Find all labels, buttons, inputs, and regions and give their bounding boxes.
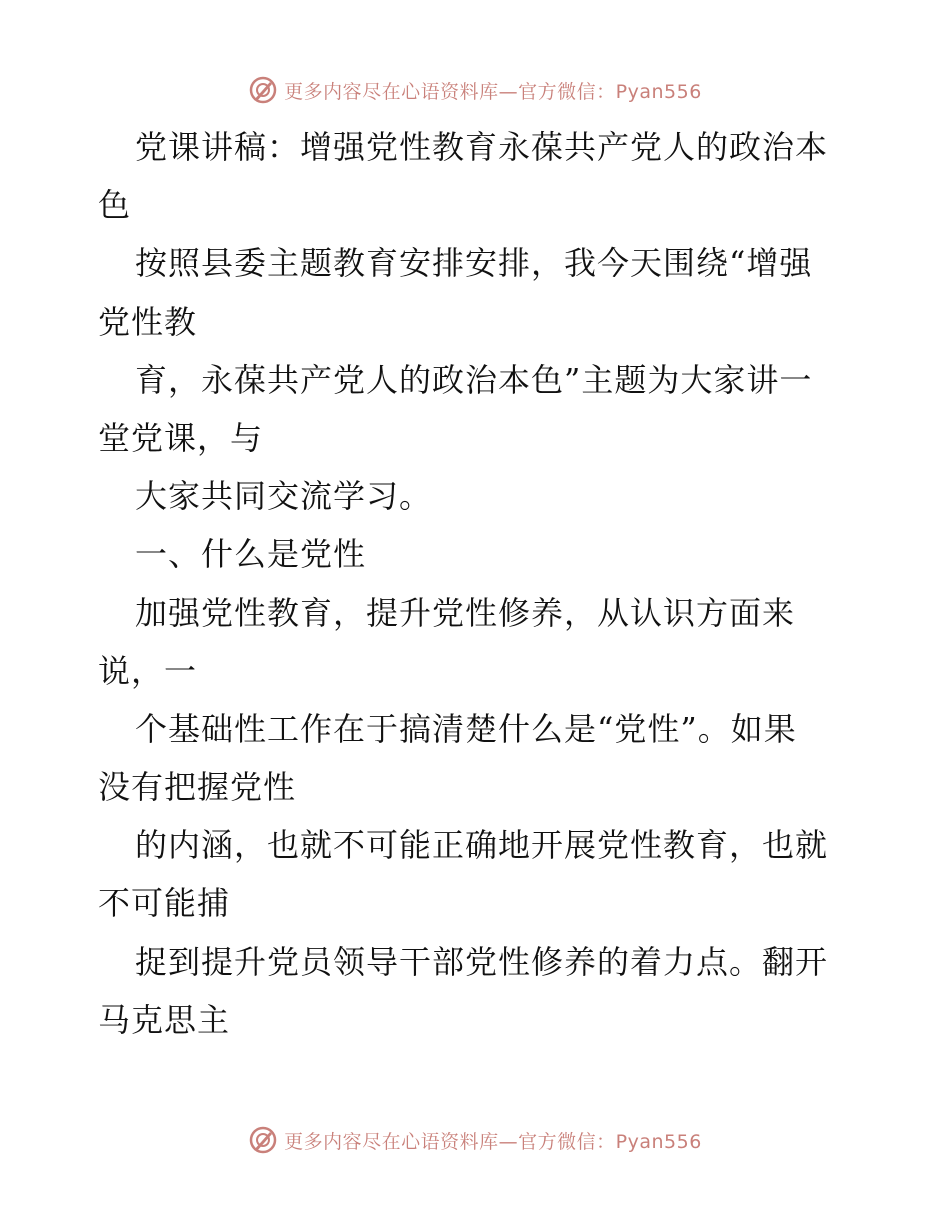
footer-banner-text: 更多内容尽在心语资料库—官方微信：Pyan556 [284,1130,702,1153]
footer-banner [0,1120,950,1160]
text-line: 没有把握党性 [98,768,297,807]
header-banner-text: 更多内容尽在心语资料库—官方微信：Pyan556 [284,80,702,103]
text-line: 堂党课，与 [98,418,264,457]
text-line: 个基础性工作在于搞清楚什么是“党性”。如果 [135,709,797,748]
text-line: 不可能捕 [98,884,231,923]
text-line: 党性教 [98,302,198,341]
text-line: 大家共同交流学习。 [135,477,433,516]
text-line: 的内涵，也就不可能正确地开展党性教育，也就 [135,826,829,865]
text-line: 党课讲稿：增强党性教育永葆共产党人的政治本 [135,128,829,166]
text-line: 捉到提升党员领导干部党性修养的着力点。翻开 [135,942,829,981]
quill-circle-logo-icon [248,1125,278,1155]
text-line: 一、什么是党性 [135,535,367,574]
quill-circle-logo-icon [248,75,278,105]
document-body [98,118,858,1049]
text-line: 按照县委主题教育安排安排，我今天围绕“增强 [135,244,813,283]
text-line: 加强党性教育，提升党性修养，从认识方面来 [135,593,796,632]
header-banner [0,70,950,110]
text-line: 马克思主 [98,1000,231,1039]
text-line: 说，一 [98,651,198,690]
text-line: 育，永葆共产党人的政治本色”主题为大家讲一 [135,360,813,399]
text-line: 色 [98,186,132,225]
